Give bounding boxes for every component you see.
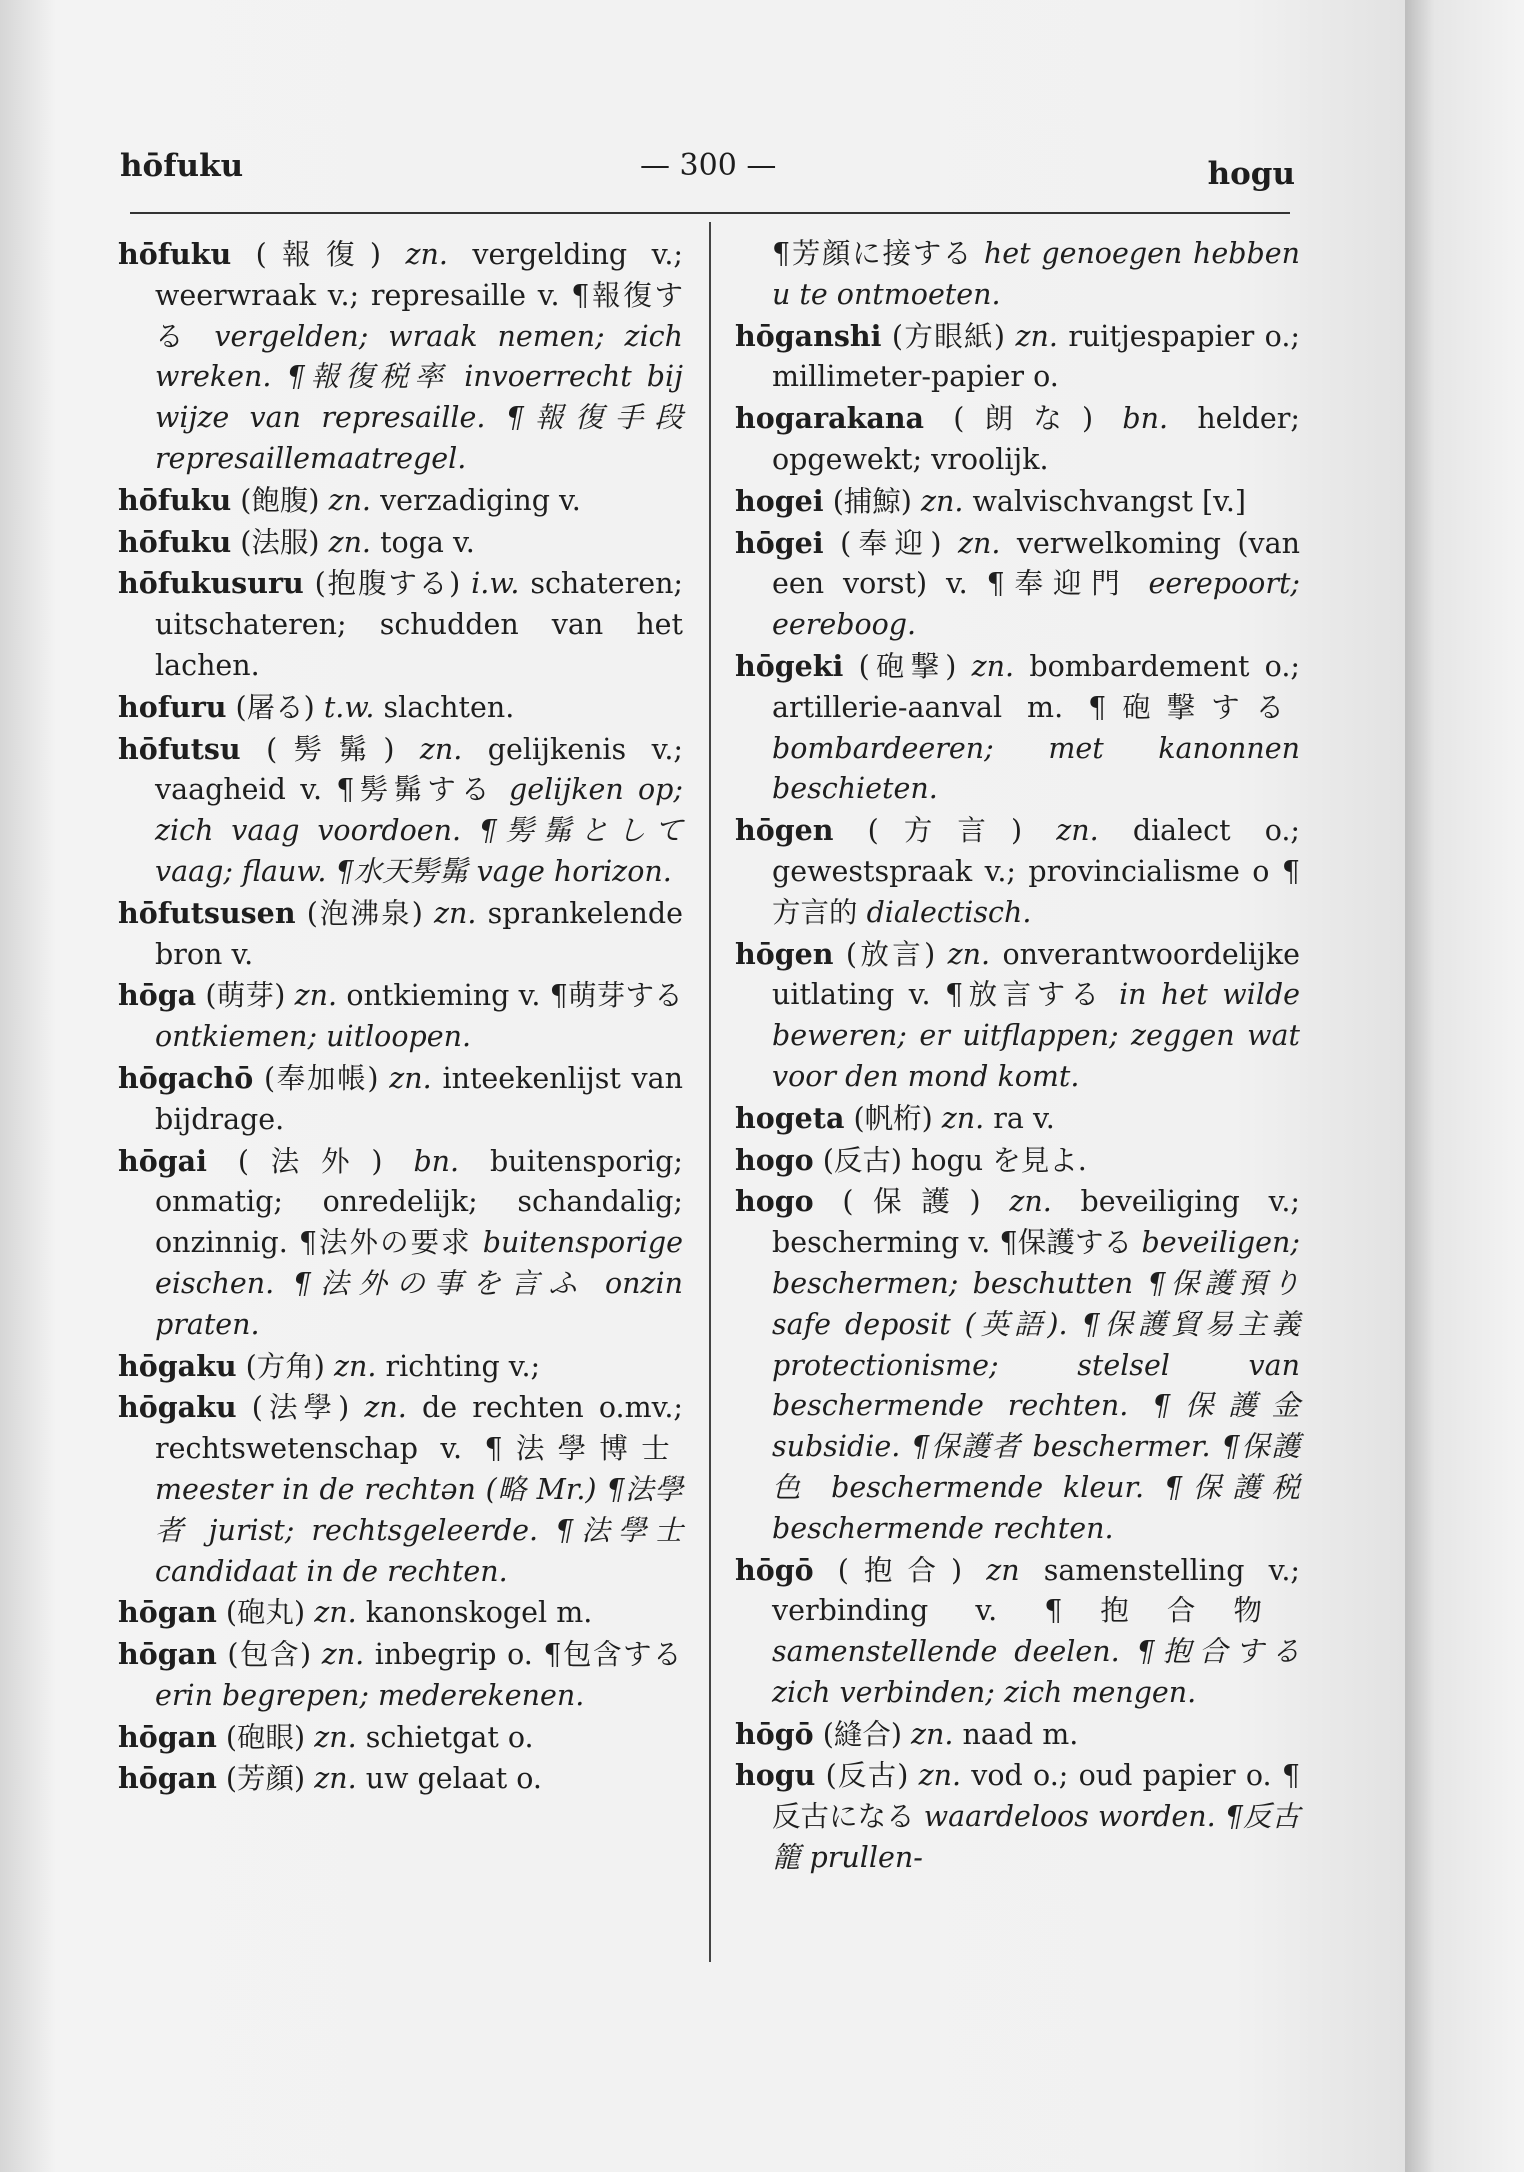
definition: de rechten o.mv.; rechtswetenschap v. ¶法學博士 bbox=[155, 1391, 684, 1466]
part-of-speech: bn. bbox=[1122, 402, 1169, 436]
running-head-left: hōfuku bbox=[120, 148, 244, 184]
dictionary-entry bbox=[735, 1140, 1300, 1182]
kanji: (放言) bbox=[845, 937, 936, 971]
kanji: (方言) bbox=[867, 814, 1023, 848]
kanji: (泡沸泉) bbox=[306, 896, 423, 930]
definition: verzadiging v. bbox=[380, 483, 581, 517]
headword: hogo bbox=[735, 1184, 814, 1219]
headword: hōgō bbox=[735, 1716, 814, 1751]
dictionary-entry bbox=[118, 1058, 683, 1141]
headword: hōgan bbox=[118, 1595, 217, 1630]
kanji: (抱腹する) bbox=[314, 567, 461, 601]
dictionary-entry bbox=[118, 975, 683, 1058]
dictionary-entry bbox=[735, 1755, 1300, 1878]
headword: hōfuku bbox=[118, 237, 232, 271]
dictionary-entry bbox=[735, 1098, 1300, 1140]
headword: hōgaku bbox=[118, 1390, 237, 1425]
headword: hōganshi bbox=[735, 318, 882, 353]
headword: hōfukusuru bbox=[118, 566, 304, 601]
part-of-speech: zn. bbox=[941, 1101, 985, 1135]
dictionary-entry bbox=[118, 687, 683, 729]
page-header bbox=[120, 148, 1295, 198]
italic-gloss: ontkiemen; uitloopen. bbox=[155, 1020, 472, 1054]
part-of-speech: zn. bbox=[314, 1762, 357, 1796]
headword: hōfuku bbox=[118, 482, 232, 517]
kanji: (抱合) bbox=[837, 1553, 963, 1587]
kanji: (保護) bbox=[842, 1185, 981, 1219]
dictionary-entry bbox=[735, 316, 1300, 399]
definition: helder; opgewekt; vroolijk. bbox=[772, 402, 1301, 476]
headword: hōgaku bbox=[118, 1348, 237, 1383]
dictionary-entry bbox=[118, 234, 683, 480]
kanji: (奉加帳) bbox=[263, 1061, 379, 1095]
italic-gloss: dialectisch. bbox=[866, 895, 1032, 929]
definition: inteekenlijst van bijdrage. bbox=[155, 1061, 683, 1136]
part-of-speech: zn. bbox=[321, 1638, 365, 1672]
definition: naad m. bbox=[962, 1717, 1079, 1751]
kanji: (芳顔) bbox=[225, 1762, 306, 1796]
headword: hōgeki bbox=[735, 648, 844, 683]
part-of-speech: zn. bbox=[433, 896, 477, 930]
part-of-speech: bn. bbox=[413, 1144, 460, 1178]
kanji: (反古) bbox=[825, 1759, 909, 1793]
definition: kanonskogel m. bbox=[365, 1596, 593, 1630]
dictionary-entry bbox=[118, 1634, 683, 1717]
dictionary-entry bbox=[735, 934, 1300, 1098]
italic-gloss: gelijken op; zich vaag voordoen. ¶髣髴として vaag; flauw. ¶水天髣髴 vage horizon. bbox=[155, 773, 683, 888]
part-of-speech: zn. bbox=[1015, 319, 1058, 353]
definition: schateren; uitschateren; schudden van het lachen. bbox=[155, 567, 684, 682]
kanji: (方眼紙) bbox=[891, 319, 1006, 353]
part-of-speech: i.w. bbox=[471, 567, 520, 601]
headword: hōgai bbox=[118, 1143, 207, 1178]
italic-gloss: samenstellende deelen. ¶抱合する zich verbinden; zich mengen. bbox=[772, 1635, 1300, 1709]
definition: ontkieming v. ¶萌芽する bbox=[346, 979, 683, 1013]
dictionary-entry bbox=[735, 1181, 1300, 1549]
italic-gloss: meester in de rechtən (略 Mr.) ¶法學者 jurist; rechtsgeleerde. ¶法學士 candidaat in de rechten. bbox=[155, 1472, 683, 1588]
part-of-speech: zn. bbox=[328, 483, 371, 517]
kanji: (法學) bbox=[251, 1391, 350, 1425]
italic-gloss: het genoegen hebben u te ontmoeten. bbox=[772, 237, 1300, 311]
part-of-speech: zn bbox=[986, 1553, 1020, 1587]
kanji: (屠る) bbox=[235, 690, 315, 724]
definition: hogu を見よ. bbox=[911, 1143, 1087, 1177]
italic-gloss: eerepoort; eereboog. bbox=[772, 567, 1300, 642]
part-of-speech: zn. bbox=[333, 1349, 377, 1383]
dictionary-entry bbox=[118, 563, 683, 686]
definition: slachten. bbox=[383, 690, 515, 724]
part-of-speech: zn. bbox=[314, 1720, 357, 1754]
part-of-speech: zn. bbox=[419, 732, 463, 766]
dictionary-entry bbox=[118, 893, 683, 976]
part-of-speech: zn. bbox=[911, 1717, 954, 1751]
definition: richting v.; bbox=[385, 1349, 541, 1383]
part-of-speech: zn. bbox=[405, 238, 448, 271]
dictionary-entry bbox=[735, 646, 1300, 810]
headword: hōgen bbox=[735, 813, 834, 848]
part-of-speech: zn. bbox=[364, 1391, 407, 1425]
headword: hogo bbox=[735, 1142, 814, 1177]
part-of-speech: zn. bbox=[1056, 814, 1099, 848]
headword: hōgan bbox=[118, 1637, 217, 1672]
kanji: (法服) bbox=[240, 525, 320, 559]
italic-gloss: waardeloos worden. ¶反古籠 prullen- bbox=[772, 1800, 1300, 1875]
italic-gloss: buitensporige eischen. ¶法外の事を言ふ onzin praten. bbox=[155, 1226, 683, 1341]
headword: hōgan bbox=[118, 1761, 217, 1796]
headword: hogeta bbox=[735, 1100, 845, 1135]
part-of-speech: zn. bbox=[1009, 1185, 1052, 1219]
dictionary-entry bbox=[118, 480, 683, 522]
dictionary-entry bbox=[735, 810, 1300, 933]
kanji: (捕鯨) bbox=[832, 484, 912, 518]
italic-gloss: beveiligen; beschermen; beschutten ¶保護預り safe deposit (英語). ¶保護貿易主義 protectionisme; stelsel van beschermende rechten. ¶保護金 subsidie. ¶保護者 beschermer. ¶保護色 beschermende kleur. ¶保護税 beschermende rechten. bbox=[772, 1226, 1300, 1545]
page-number: — 300 — bbox=[640, 148, 777, 183]
definition: gelijkenis v.; vaagheid v. ¶髣髴する bbox=[155, 732, 683, 807]
headword: hōgan bbox=[118, 1719, 217, 1754]
kanji: (砲眼) bbox=[225, 1720, 306, 1754]
definition: samenstelling v.; verbinding v. ¶抱合物 bbox=[772, 1553, 1300, 1628]
kanji: (髣髴) bbox=[266, 732, 395, 766]
dictionary-entry bbox=[735, 1714, 1300, 1756]
kanji: (奉迎) bbox=[840, 526, 942, 560]
italic-gloss: bombardeeren; met kanonnen beschieten. bbox=[772, 731, 1300, 806]
kanji: (法外) bbox=[237, 1144, 383, 1178]
definition: uw gelaat o. bbox=[365, 1762, 542, 1796]
part-of-speech: zn. bbox=[971, 649, 1015, 683]
dictionary-entry bbox=[118, 522, 683, 564]
definition: toga v. bbox=[380, 525, 475, 559]
kanji: (方角) bbox=[245, 1349, 325, 1383]
kanji: (反古) bbox=[822, 1143, 902, 1177]
kanji: (飽腹) bbox=[240, 483, 320, 517]
kanji: (包含) bbox=[227, 1638, 312, 1672]
dictionary-entry bbox=[118, 1758, 683, 1800]
dictionary-entry bbox=[735, 523, 1300, 646]
part-of-speech: zn. bbox=[921, 484, 964, 518]
dictionary-entry bbox=[735, 398, 1300, 481]
definition: ¶芳顔に接する bbox=[772, 237, 984, 270]
definition: bombardement o.; artillerie-aanval m. ¶砲撃する bbox=[772, 649, 1300, 724]
running-head-right: hogu bbox=[1207, 156, 1295, 192]
headword: hōga bbox=[118, 978, 197, 1013]
headword: hōgachō bbox=[118, 1060, 254, 1095]
kanji: (縫合) bbox=[822, 1717, 902, 1751]
headword: hōfuku bbox=[118, 524, 232, 559]
italic-gloss: in het wilde beweren; er uitflappen; zeggen wat voor den mond komt. bbox=[772, 978, 1301, 1093]
definition: onverantwoordelijke uitlating v. ¶放言する bbox=[772, 937, 1300, 1012]
headword: hōfutsu bbox=[118, 731, 241, 766]
definition: ruitjespapier o.; millimeter-papier o. bbox=[772, 319, 1301, 394]
definition: verwelkoming (van een vorst) v. ¶奉迎門 bbox=[772, 526, 1300, 601]
dictionary-entry bbox=[118, 1717, 683, 1759]
part-of-speech: zn. bbox=[294, 979, 338, 1013]
dictionary-entry bbox=[118, 729, 683, 893]
kanji: (朗な) bbox=[953, 402, 1094, 436]
italic-gloss: vergelden; wraak nemen; zich wreken. ¶報復税率 invoerrecht bij wijze van represaille. ¶報復手段 represaillemaatregel. bbox=[155, 319, 684, 475]
definition: walvischvangst [v.] bbox=[972, 484, 1247, 518]
headword: hofuru bbox=[118, 689, 227, 724]
page-edge bbox=[1405, 0, 1524, 2172]
headword: hōgō bbox=[735, 1552, 814, 1587]
headword: hōfutsusen bbox=[118, 895, 296, 930]
definition: vod o.; oud papier o. ¶反古になる bbox=[772, 1759, 1300, 1834]
part-of-speech: zn. bbox=[918, 1759, 962, 1793]
kanji: (砲撃) bbox=[858, 649, 957, 683]
dictionary-entry bbox=[118, 1346, 683, 1388]
headword: hogei bbox=[735, 483, 824, 518]
headword: hōgei bbox=[735, 525, 824, 560]
dictionary-entry bbox=[118, 1387, 683, 1592]
headword: hogu bbox=[735, 1758, 816, 1793]
definition: beveiliging v.; bescherming v. ¶保護する bbox=[772, 1185, 1301, 1260]
kanji: (萌芽) bbox=[205, 979, 286, 1013]
column-divider bbox=[709, 222, 711, 1962]
dictionary-entry bbox=[735, 481, 1300, 523]
dictionary-entry bbox=[735, 234, 1300, 316]
part-of-speech: zn. bbox=[957, 526, 1001, 560]
kanji: (帆桁) bbox=[853, 1101, 933, 1135]
kanji: (報復) bbox=[255, 238, 382, 271]
right-column bbox=[735, 234, 1300, 1879]
part-of-speech: zn. bbox=[328, 525, 371, 559]
definition: inbegrip o. ¶包含する bbox=[374, 1638, 683, 1672]
dictionary-entry bbox=[118, 1141, 683, 1346]
definition: schietgat o. bbox=[365, 1720, 534, 1754]
header-rule bbox=[130, 212, 1290, 214]
italic-gloss: erin begrepen; mederekenen. bbox=[155, 1678, 585, 1712]
headword: hōgen bbox=[735, 936, 834, 971]
part-of-speech: t.w. bbox=[323, 690, 375, 724]
definition: sprankelende bron v. bbox=[155, 896, 683, 971]
kanji: (砲丸) bbox=[225, 1596, 306, 1630]
dictionary-entry bbox=[735, 1550, 1300, 1714]
definition: vergelding v.; weerwraak v.; represaille v. ¶報復する bbox=[155, 238, 683, 353]
dictionary-entry bbox=[118, 1592, 683, 1634]
definition: ra v. bbox=[993, 1101, 1055, 1135]
left-column bbox=[118, 234, 683, 1800]
part-of-speech: zn. bbox=[947, 937, 991, 971]
definition: buitensporig; onmatig; onredelijk; schandalig; onzinnig. ¶法外の要求 bbox=[155, 1144, 684, 1260]
part-of-speech: zn. bbox=[314, 1596, 357, 1630]
definition: dialect o.; gewestspraak v.; provincialisme o ¶方言的 bbox=[772, 814, 1301, 929]
headword: hogarakana bbox=[735, 401, 925, 436]
part-of-speech: zn. bbox=[389, 1061, 432, 1095]
